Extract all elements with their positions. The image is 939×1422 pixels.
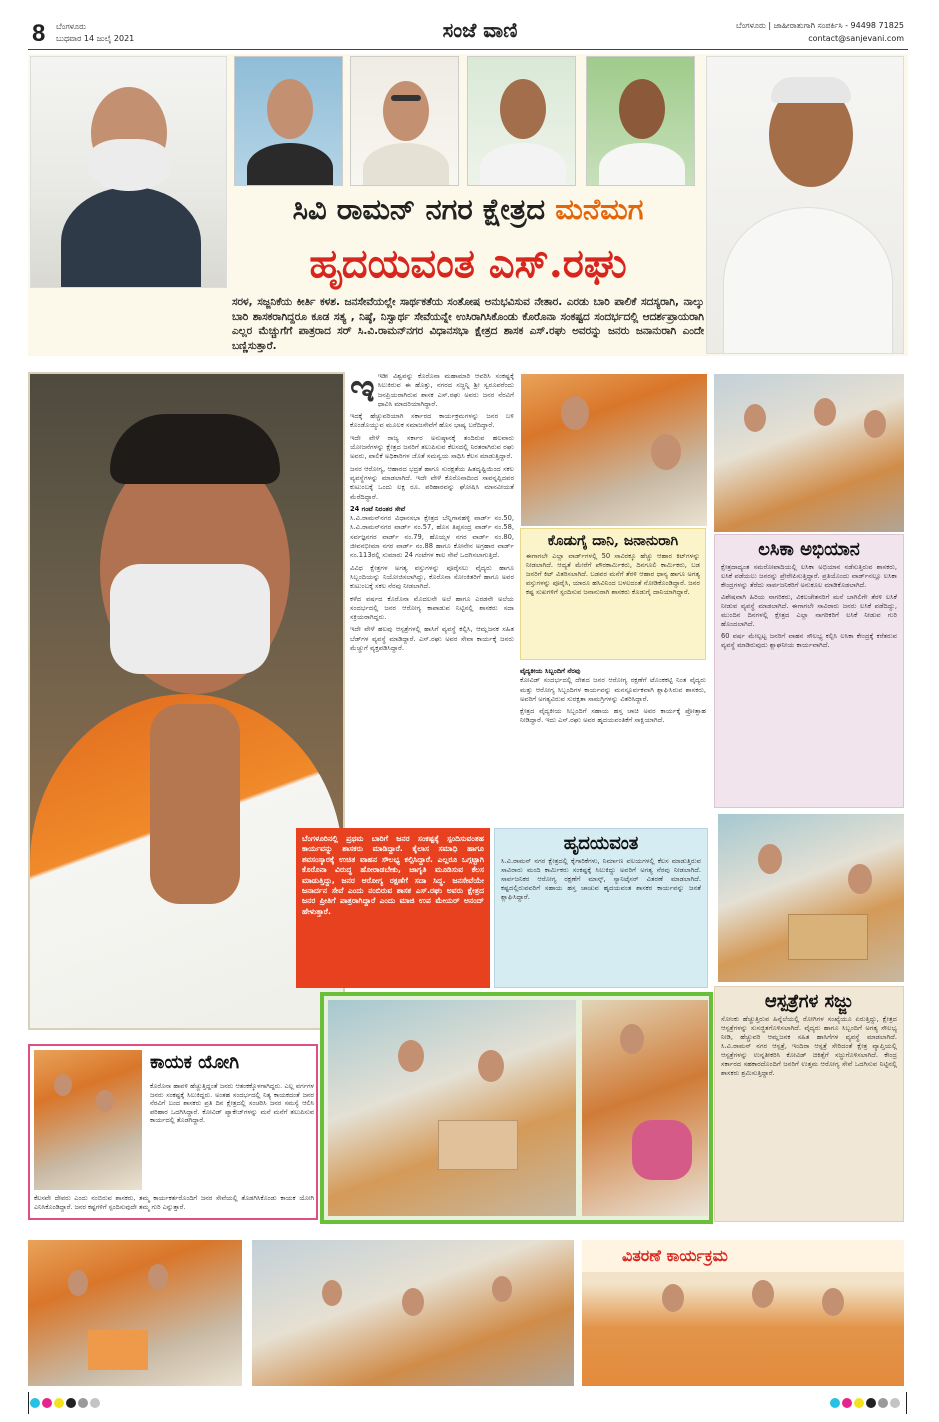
article-para: ಇಡೀ ವಿಶ್ವವನ್ನು ಕೊರೊನಾ ಮಹಾಮಾರಿ ಆವರಿಸಿ ಸಂಕಷ್ಟಕ್ಕೆ ಸಿಲುಕಿರುವ ಈ ಹೊತ್ತು, ನಗರದ ಸಜ್ಜನ್ನಿ ಶ್ರೀ ಸ್ವರೂಪರೆಂದು ಜನಪ್ರಿಯರಾಗಿರುವ ಶಾಸಕ ಎಸ್.ರಘು ಅವರು ಜನರ ನೆರವಿಗೆ ಧಾವಿಸಿ ಮಾದರಿಯಾಗಿದ್ದಾರೆ. — [377, 372, 514, 408]
donor-box-title: ಕೊಡುಗೈ ದಾನಿ, ಜನಾನುರಾಗಿ — [547, 533, 679, 549]
photo-food-kit — [328, 1000, 576, 1216]
registration-dot-black — [866, 1398, 876, 1408]
article-subhead: ವೈದ್ಯಕೀಯ ಸಿಬ್ಬಂದಿಗೆ ನೆರವು — [520, 667, 581, 675]
photo-bottom-middle — [252, 1240, 574, 1386]
vaccine-box-text: ಕ್ಷೇತ್ರದಾದ್ಯಂತ ಸಮರೋಪಾದಿಯಲ್ಲಿ ಲಸಿಕಾ ಅಭಿಯಾನ ನಡೆಸುತ್ತಿರುವ ಶಾಸಕರು, ಲಸಿಕೆ ಪಡೆಯಲು ಜನರನ್ನು ಪ್ರೇರೇಪಿಸುತ್ತಿದ್ದಾರೆ. ಪ್ರತಿಯೊಂದು ವಾರ್ಡ್‌ನಲ್ಲೂ ಲಸಿಕಾ ಕೇಂದ್ರಗಳನ್ನು ತೆರೆದು ಸಾರ್ವಜನಿಕರಿಗೆ ಅನುಕೂಲ ಮಾಡಿಕೊಡಲಾಗಿದೆ. — [721, 563, 897, 589]
article-subhead: 24 ಗಂಟೆ ನಿರಂತರ ಸೇವೆ — [350, 504, 406, 513]
photo-distribution-2 — [718, 814, 904, 982]
article-para: ಕೋವಿಡ್ ಸಂದರ್ಭದಲ್ಲಿ ದೇಶದ ಜನರ ಆರೋಗ್ಯ ರಕ್ಷಣೆಗೆ ಟೊಂಕಕಟ್ಟಿ ನಿಂತ ವೈದ್ಯರು ಮತ್ತು ಆರೋಗ್ಯ ಸಿಬ್ಬಂದಿಗಳ ಕಾರ್ಯವನ್ನು ಮನಸ್ಪೂರ್ವಕವಾಗಿ ಶ್ಲಾಘಿಸಿರುವ ಶಾಸಕರು, ಅವರಿಗೆ ಅಗತ್ಯವಿರುವ ಸುರಕ್ಷತಾ ಸಾಮಗ್ರಿಗಳನ್ನು ವಿತರಿಸಿದ್ದಾರೆ. — [520, 676, 706, 703]
dropcap: ಇ — [350, 372, 375, 410]
logo-text: ಸಂಜೆ ವಾಣಿ — [442, 18, 518, 42]
banner-text: ವಿತರಣೆ ಕಾರ್ಯಕ್ರಮ — [622, 1246, 728, 1265]
masthead-email: contact@sanjevani.com — [808, 34, 904, 43]
photo-kayaka — [34, 1050, 142, 1190]
quote-box-red: ಬೆಂಗಳೂರಿನಲ್ಲಿ ಪ್ರಥಮ ಬಾರಿಗೆ ಜನರ ಸಂಕಷ್ಟಕ್ಕೆ ಸ್ಪಂದಿಸುವಂತಹ ಕಾರ್ಯವನ್ನು ಶಾಸಕರು ಮಾಡಿದ್ದಾರೆ. ಕೈಲಾಸ ಸಮಾಧಿ ಹಾಗೂ ಶವಸಂಸ್ಕಾರಕ್ಕೆ ಉಚಿತ ವಾಹನ ಸೌಲಭ್ಯ ಕಲ್ಪಿಸಿದ್ದಾರೆ. ಎಲ್ಲರೂ ಒಗ್ಗಟ್ಟಾಗಿ ಕೊರೊನಾ ವಿರುದ್ಧ ಹೋರಾಡಬೇಕು, ಜಾಗೃತಿ ಮೂಡಿಸುವ ಕೆಲಸ ಮಾಡುತ್ತಿದ್ದು, ಜನರ ಆರೋಗ್ಯ ರಕ್ಷಣೆಗೆ ಸದಾ ಸಿದ್ಧ. ಜನಸೇವೆಯೇ ಜನಾರ್ದನ ಸೇವೆ ಎಂದು ನಂಬಿರುವ ಶಾಸಕ ಎಸ್.ರಘು ಅವರು ಕ್ಷೇತ್ರದ ಜನರ ಪ್ರೀತಿಗೆ ಪಾತ್ರರಾಗಿದ್ದಾರೆ ಎಂದು ಮಾಜಿ ಉಪ ಮೇಯರ್ ಆನಂದ್ ಹೇಳುತ್ತಾರೆ. — [296, 828, 490, 988]
headline-prefix: ಸಿವಿ ರಾಮನ್ ನಗರ ಕ್ಷೇತ್ರದ — [292, 192, 546, 226]
portrait-photo-4 — [467, 56, 576, 186]
hospital-box — [714, 986, 904, 1222]
hospital-box-title: ಆಸ್ಪತ್ರೆಗಳ ಸಜ್ಜು — [764, 991, 854, 1012]
photo-group-green — [320, 992, 713, 1224]
portrait-photo-5 — [586, 56, 695, 186]
photo-patient-visit — [582, 1000, 708, 1216]
photo-vaccination-1 — [714, 374, 904, 532]
portrait-photo-3 — [350, 56, 459, 186]
donor-box — [520, 528, 706, 660]
heart-box — [494, 828, 708, 988]
registration-dot-cyan — [30, 1398, 40, 1408]
kayaka-box-text: ಕೊರೊನಾ ಹಾವಳಿ ಹೆಚ್ಚುತ್ತಿದ್ದಂತೆ ಜನರು ಆತಂಕಕ್ಕೊಳಗಾಗಿದ್ದರು. ಎಲ್ಲ ವರ್ಗಗಳ ಜನರು ಸಂಕಷ್ಟಕ್ಕೆ ಸಿಲುಕಿದ್ದರು. ಅಂತಹ ಸಂದರ್ಭದಲ್ಲಿ ನಿತ್ಯ ಕಾಯಕದಂತೆ ಜನರ ನೆರವಿಗೆ ಬಂದ ಶಾಸಕರು ಪ್ರತಿ ದಿನ ಕ್ಷೇತ್ರದಲ್ಲಿ ಸಂಚರಿಸಿ ಜನರ ಸಮಸ್ಯೆ ಆಲಿಸಿ ಪರಿಹಾರ ಒದಗಿಸಿದ್ದಾರೆ. ಕೋವಿಡ್ ಪ್ಯಾಕೇಜ್‌ಗಳನ್ನು ಮನೆ ಮನೆಗೆ ತಲುಪಿಸುವ ಕಾರ್ಯದಲ್ಲಿ ತೊಡಗಿದ್ದಾರೆ. — [150, 1082, 314, 1125]
article-para: ಇದಕ್ಕೆ ಹೆಚ್ಚುವರಿಯಾಗಿ ಸರ್ಕಾರದ ಕಾರ್ಯಕ್ರಮಗಳನ್ನು ಜನರ ಬಳಿ ಕೊಂಡೊಯ್ಯುವ ಮೂಲಕ ಸಮಾಜಸೇವೆಗೆ ಹೊಸ ಭಾಷ್ಯ ಬರೆದಿದ್ದಾರೆ. — [350, 412, 514, 430]
article-para: ಸಿ.ವಿ.ರಾಮನ್‌ನಗರ ವಿಧಾನಸಭಾ ಕ್ಷೇತ್ರದ ಬೆನ್ನಿಗಾನಹಳ್ಳಿ ವಾರ್ಡ್ ನಂ.50, ಸಿ.ವಿ.ರಾಮನ್‌ನಗರ ವಾರ್ಡ್ ನಂ.57, ಹೊಸ ತಿಪ್ಪಸಂದ್ರ ವಾರ್ಡ್ ನಂ.58, ಸರ್ವಜ್ಞನಗರ ವಾರ್ಡ್ ನಂ.79, ಹೊಯ್ಸಳ ನಗರ ವಾರ್ಡ್ ನಂ.80, ಜೀವನಭೀಮಾ ನಗರ ವಾರ್ಡ್ ನಂ.88 ಹಾಗೂ ಕೋನೇನ ಅಗ್ರಹಾರ ವಾರ್ಡ್ ನಂ.113ರಲ್ಲಿ ಸುಮಾರು 24 ಗಂಟೆಗಳ ಕಾಲ ಸೇವೆ ಒದಗಿಸಲಾಗುತ್ತಿದೆ. — [350, 514, 514, 560]
heart-box-text: ಸಿ.ವಿ.ರಾಮನ್ ನಗರ ಕ್ಷೇತ್ರದಲ್ಲಿ ಕೈಗಾರಿಕೆಗಳು, ನಿರ್ಮಾಣ ವಲಯಗಳಲ್ಲಿ ಕೆಲಸ ಮಾಡುತ್ತಿರುವ ಸಾವಿರಾರು ಮಂದಿ ಕಾರ್ಮಿಕರು ಸಂಕಷ್ಟಕ್ಕೆ ಸಿಲುಕಿದ್ದು ಅವರಿಗೆ ಅಗತ್ಯ ನೆರವು ನೀಡಲಾಗಿದೆ. ಸಾರ್ವಜನಿಕರ ಆರೋಗ್ಯ ರಕ್ಷಣೆಗೆ ಮಾಸ್ಕ್, ಸ್ಯಾನಿಟೈಸರ್ ವಿತರಣೆ ಮಾಡಲಾಗಿದೆ. ಕಷ್ಟದಲ್ಲಿರುವವರಿಗೆ ಸಹಾಯ ಹಸ್ತ ಚಾಚುವ ಹೃದಯವಂತ ಶಾಸಕರ ಕಾರ್ಯವನ್ನು ಜನತೆ ಶ್ಲಾಘಿಸಿದ್ದಾರೆ. — [501, 857, 701, 901]
hospital-box-text: ಸೋಂಕು ಹೆಚ್ಚುತ್ತಿರುವ ಹಿನ್ನೆಲೆಯಲ್ಲಿ ರೋಗಿಗಳ ಸಂಖ್ಯೆಯೂ ಏರುತ್ತಿದ್ದು, ಕ್ಷೇತ್ರದ ಆಸ್ಪತ್ರೆಗಳನ್ನು ಸುಸಜ್ಜಿತಗೊಳಿಸಲಾಗಿದೆ. ವೈದ್ಯರು ಹಾಗೂ ಸಿಬ್ಬಂದಿಗೆ ಅಗತ್ಯ ಸೌಲಭ್ಯ ನೀಡಿ, ಹೆಚ್ಚುವರಿ ಆಮ್ಲಜನಕ ಸಹಿತ ಹಾಸಿಗೆಗಳ ವ್ಯವಸ್ಥೆ ಮಾಡಲಾಗಿದೆ. ಸಿ.ವಿ.ರಾಮನ್ ನಗರ ಆಸ್ಪತ್ರೆ, ಇಂದಿರಾ ಆಸ್ಪತ್ರೆ ಸೇರಿದಂತೆ ಕ್ಷೇತ್ರ ವ್ಯಾಪ್ತಿಯಲ್ಲಿ ಆಸ್ಪತ್ರೆಗಳನ್ನು ಉನ್ನತೀಕರಿಸಿ ಕೋವಿಡ್ ಚಿಕಿತ್ಸೆಗೆ ಸಜ್ಜುಗೊಳಿಸಲಾಗಿದೆ. ಕೇಂದ್ರ ಸರ್ಕಾರದ ಸಹಕಾರದೊಂದಿಗೆ ಜನರಿಗೆ ಉತ್ತಮ ಆರೋಗ್ಯ ಸೇವೆ ಒದಗಿಸುವ ನಿಟ್ಟಿನಲ್ಲಿ ಶಾಸಕರು ಶ್ರಮಿಸುತ್ತಿದ್ದಾರೆ. — [721, 1015, 897, 1077]
kayaka-box-text: ಕೆಲಸವೇ ದೇವರು ಎಂದು ನಂಬಿರುವ ಶಾಸಕರು, ತಮ್ಮ ಕಾರ್ಯಕರ್ತರೊಂದಿಗೆ ಜನರ ಸೇವೆಯಲ್ಲಿ ತೊಡಗಿಸಿಕೊಂಡು ಕಾಯಕ ಯೋಗಿ ಎನಿಸಿಕೊಂಡಿದ್ದಾರೆ. ಜನರ ಕಷ್ಟಗಳಿಗೆ ಸ್ಪಂದಿಸುವುದೇ ತಮ್ಮ ಗುರಿ ಎನ್ನುತ್ತಾರೆ. — [34, 1194, 314, 1211]
article-para: ಇದೇ ವೇಳೆ ರಾಜ್ಯ ಸರ್ಕಾರ ಅನುಷ್ಠಾನಕ್ಕೆ ತಂದಿರುವ ಹಲವಾರು ಯೋಜನೆಗಳನ್ನು ಕ್ಷೇತ್ರದ ಜನರಿಗೆ ತಲುಪಿಸುವ ಕೆಲಸದಲ್ಲಿ ನಿರತರಾಗಿರುವ ರಘು ಅವರು, ಪಾಲಿಕೆ ಅಧಿಕಾರಿಗಳ ಜೊತೆ ಸಮನ್ವಯ ಸಾಧಿಸಿ ಕೆಲಸ ಮಾಡುತ್ತಿದ್ದಾರೆ. — [350, 433, 514, 461]
kayaka-box — [28, 1044, 318, 1220]
photo-bottom-left — [28, 1240, 242, 1386]
registration-dot-cyan — [830, 1398, 840, 1408]
article-body — [350, 372, 514, 820]
masthead — [28, 18, 908, 50]
portrait-photo-left — [30, 56, 227, 288]
headline-line-1 — [234, 192, 702, 236]
article-para: ವಿವಿಧ ಕ್ಷೇತ್ರಗಳ ಅಗತ್ಯ ವಸ್ತುಗಳನ್ನು ಪೂರೈಸಲು ವೈದ್ಯರು ಹಾಗೂ ಸಿಬ್ಬಂದಿಯನ್ನು ನಿಯೋಜಿಸಲಾಗಿದ್ದು, ಕೊರೊನಾ ಸೋಂಕಿತರಿಗೆ ಹಾಗೂ ಅವರ ಕುಟುಂಬಕ್ಕೆ ಸಕಲ ನೆರವು ನೀಡಲಾಗಿದೆ. — [350, 563, 514, 591]
registration-dot-black — [66, 1398, 76, 1408]
portrait-photo-2 — [234, 56, 343, 186]
article-para: ಜನರ ಆರೋಗ್ಯ, ಆಹಾರದ ಭದ್ರತೆ ಹಾಗೂ ಸುರಕ್ಷತೆಯ ಹಿತದೃಷ್ಟಿಯಿಂದ ಸಕಲ ವ್ಯವಸ್ಥೆಗಳನ್ನು ಮಾಡಲಾಗಿದೆ. ಇದೇ ವೇಳೆ ಕೊರೊನಾದಿಂದ ಸಾವನ್ನಪ್ಪಿದವರ ಕುಟುಂಬಕ್ಕೆ ಒಂದು ಲಕ್ಷ ರೂ. ಪರಿಹಾರವನ್ನು ಘೋಷಿಸಿ ಮಾನವೀಯತೆ ಮೆರೆದಿದ್ದಾರೆ. — [350, 464, 514, 501]
headline-highlight: ಮನೆಮಗ — [555, 192, 644, 226]
headline-main: ಹೃದಯವಂತ ಎಸ್.ರಘು — [309, 240, 627, 287]
registration-dot-magenta — [42, 1398, 52, 1408]
vaccine-box-text: 60 ವರ್ಷ ಮೇಲ್ಪಟ್ಟ ಜನರಿಗೆ ವಾಹನ ಸೌಲಭ್ಯ ಕಲ್ಪಿಸಿ ಲಸಿಕಾ ಕೇಂದ್ರಕ್ಕೆ ಕರೆತರುವ ವ್ಯವಸ್ಥೆ ಮಾಡಿರುವುದು ಶ್ಲಾಘನೀಯ ಕಾರ್ಯವಾಗಿದೆ. — [721, 632, 897, 649]
registration-dot-magenta — [842, 1398, 852, 1408]
kayaka-box-title: ಕಾಯಕ ಯೋಗಿ — [150, 1052, 240, 1073]
article-para: ಕ್ಷೇತ್ರದ ವೈದ್ಯಕೀಯ ಸಿಬ್ಬಂದಿಗೆ ಸಹಾಯ ಹಸ್ತ ಚಾಚಿ ಅವರ ಕಾರ್ಯಕ್ಕೆ ಪ್ರೋತ್ಸಾಹ ನೀಡಿದ್ದಾರೆ. ಇದು ಎಸ್.ರಘು ಅವರ ಹೃದಯವಂತಿಕೆಗೆ ಸಾಕ್ಷಿಯಾಗಿದೆ. — [520, 707, 706, 725]
vaccine-box — [714, 534, 904, 808]
registration-dot-yellow — [854, 1398, 864, 1408]
masthead-city: ಬೆಂಗಳೂರು — [56, 22, 86, 31]
registration-dot-gray — [878, 1398, 888, 1408]
donor-box-text: ಈಗಾಗಲೇ ಎಲ್ಲಾ ವಾರ್ಡ್‌ಗಳಲ್ಲಿ 50 ಸಾವಿರಕ್ಕೂ ಹೆಚ್ಚು ಆಹಾರ ಕಿಟ್‌ಗಳನ್ನು ನೀಡಲಾಗಿದೆ. ಆದ್ಯತೆ ಮೇರೆಗೆ ಪೌರಕಾರ್ಮಿಕರು, ದಿನಗೂಲಿ ಕಾರ್ಮಿಕರು, ಬಡ ಜನರಿಗೆ ಕಿಟ್ ವಿತರಿಸಲಾಗಿದೆ. ಬಡವರ ಮನೆಗೆ ತೆರಳಿ ಆಹಾರ ಧಾನ್ಯ ಹಾಗೂ ಅಗತ್ಯ ವಸ್ತುಗಳನ್ನು ಪೂರೈಸಿ, ಯಾರೂ ಹಸಿವಿನಿಂದ ಬಳಲದಂತೆ ನೋಡಿಕೊಂಡಿದ್ದಾರೆ. ಜನರ ಕಷ್ಟ ಸುಖಗಳಿಗೆ ಸ್ಪಂದಿಸುವ ಜನಾನುರಾಗಿ ಶಾಸಕರು ಕೊಡುಗೈ ದಾನಿಯಾಗಿದ್ದಾರೆ. — [526, 552, 700, 596]
page-number: 8 — [32, 20, 46, 47]
article-para: ಇದೇ ವೇಳೆ ಹಲವು ಆಸ್ಪತ್ರೆಗಳಲ್ಲಿ ಹಾಸಿಗೆ ವ್ಯವಸ್ಥೆ ಕಲ್ಪಿಸಿ, ಆಮ್ಲಜನಕ ಸಹಿತ ಬೆಡ್‌ಗಳ ವ್ಯವಸ್ಥೆ ಮಾಡಿದ್ದಾರೆ. ಎಸ್.ರಘು ಅವರ ಸೇವಾ ಕಾರ್ಯಕ್ಕೆ ಜನರು ಮೆಚ್ಚುಗೆ ವ್ಯಕ್ತಪಡಿಸಿದ್ದಾರೆ. — [350, 625, 514, 653]
photo-bottom-right — [582, 1240, 904, 1386]
article-para: ಕಳೆದ ವರ್ಷದ ಕೊರೊನಾ ಮೊದಲನೇ ಅಲೆ ಹಾಗೂ ಎರಡನೇ ಅಲೆಯ ಸಂದರ್ಭದಲ್ಲಿ ಜನರ ಆರೋಗ್ಯ ಕಾಪಾಡುವ ನಿಟ್ಟಿನಲ್ಲಿ ಶಾಸಕರು ಸದಾ ಸಕ್ರಿಯರಾಗಿದ್ದರು. — [350, 594, 514, 622]
vaccine-box-text: ವಿಶೇಷವಾಗಿ ಹಿರಿಯ ನಾಗರಿಕರು, ವಿಕಲಚೇತನರಿಗೆ ಮನೆ ಬಾಗಿಲಿಗೇ ತೆರಳಿ ಲಸಿಕೆ ನೀಡುವ ವ್ಯವಸ್ಥೆ ಮಾಡಲಾಗಿದೆ. ಈಗಾಗಲೇ ಸಾವಿರಾರು ಜನರು ಲಸಿಕೆ ಪಡೆದಿದ್ದು, ಮುಂದಿನ ದಿನಗಳಲ್ಲಿ ಕ್ಷೇತ್ರದ ಎಲ್ಲಾ ನಾಗರಿಕರಿಗೆ ಲಸಿಕೆ ನೀಡುವ ಗುರಿ ಹೊಂದಲಾಗಿದೆ. — [721, 593, 897, 628]
headline-intro: ಸರಳ, ಸಜ್ಜನಿಕೆಯ ಕೀರ್ತಿ ಕಳಶ. ಜನಸೇವೆಯಲ್ಲೇ ಸಾರ್ಥಕತೆಯ ಸಂತೋಷ ಅನುಭವಿಸುವ ನೇತಾರ. ಎರಡು ಬಾರಿ ಪಾಲಿಕೆ ಸದಸ್ಯರಾಗಿ, ನಾಲ್ಕು ಬಾರಿ ಶಾಸಕರಾಗಿದ್ದರೂ ಕೂಡ ಸತ್ಯ , ನಿಷ್ಠೆ, ನಿಸ್ವಾರ್ಥ ಸೇವೆಯನ್ನೇ ಉಸಿರಾಗಿಸಿಕೊಂಡು ಕೊರೊನಾ ಸಂಕಷ್ಟದ ಸಂದರ್ಭದಲ್ಲಿ ಆದರ್ಶಪ್ರಾಯರಾಗಿ ಎಲ್ಲರ ಮೆಚ್ಚುಗೆಗೆ ಪಾತ್ರರಾದ ಸರ್ ಸಿ.ವಿ.ರಾಮನ್‌ನಗರ ವಿಧಾನಸಭಾ ಕ್ಷೇತ್ರದ ಶಾಸಕ ಎಸ್.ರಘು ಅವರನ್ನು ಜನರು ಜನಾನುರಾಗಿ ಎಂದೇ ಬಣ್ಣಿಸುತ್ತಾರೆ. — [232, 296, 704, 352]
registration-dot-gray — [890, 1398, 900, 1408]
masthead-date: ಬುಧವಾರ 14 ಜುಲೈ 2021 — [56, 34, 135, 43]
article-continuation — [520, 664, 706, 824]
crop-mark — [906, 1392, 907, 1414]
registration-dot-gray — [78, 1398, 88, 1408]
registration-dot-gray — [90, 1398, 100, 1408]
portrait-photo-right — [706, 56, 904, 354]
newspaper-logo — [390, 18, 570, 46]
vaccine-box-title: ಲಸಿಕಾ ಅಭಿಯಾನ — [758, 539, 860, 560]
photo-distribution-1 — [521, 374, 707, 526]
crop-mark — [28, 1392, 29, 1414]
masthead-ad-contact: ಬೆಂಗಳೂರು | ಜಾಹೀರಾತುಗಾಗಿ ಸಂಪರ್ಕಿಸಿ - 94498 71825 — [735, 21, 904, 30]
heart-box-title: ಹೃದಯವಂತ — [563, 833, 639, 854]
registration-dot-yellow — [54, 1398, 64, 1408]
